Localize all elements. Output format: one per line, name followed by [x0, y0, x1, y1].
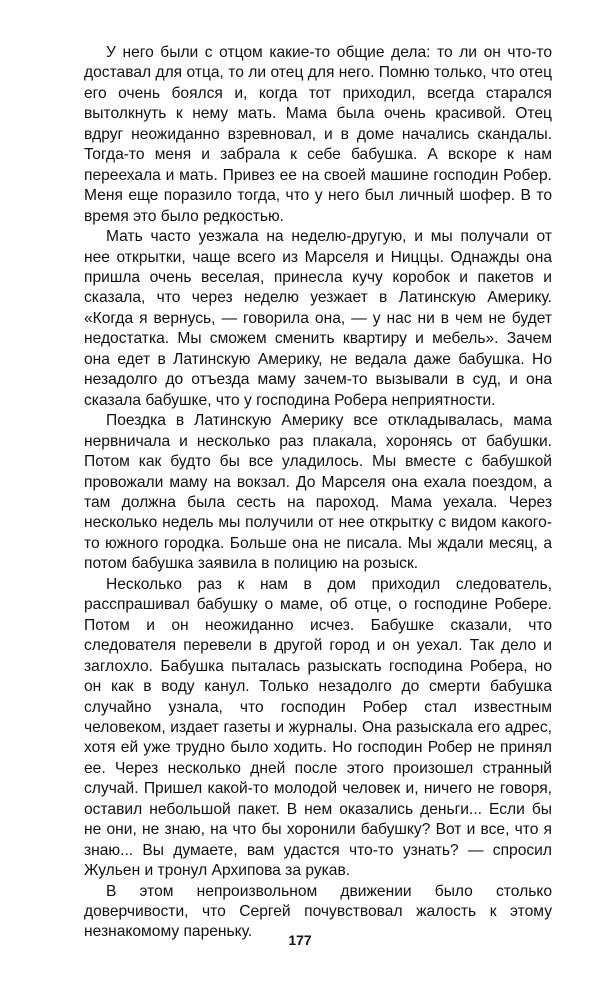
- paragraph-5: В этом непроизвольном движении было столько доверчивости, что Сергей почувствовал жалость к этому незнакомому пареньку.: [84, 882, 552, 941]
- paragraph-3: Поездка в Латинскую Америку все откладывалась, мама нервничала и несколько раз плакала, хоронясь от бабушки. Потом как будто бы все уладилось. Мы вместе с бабушкой провожали маму на вокзал. До Марселя она ехала поездом, а там должна была сесть на пароход. Мама уехала. Через несколько недель мы получили от нее открытку с видом какого-то южного городка. Больше она не писала. Мы ждали месяц, а потом бабушка заявила в полицию на розыск.: [84, 412, 552, 573]
- body-text: [84, 43, 552, 943]
- paragraph-1: У него были с отцом какие-то общие дела: то ли он что-то доставал для отца, то ли отец для него. Помню только, что отец его очень боялся и, когда тот приходил, всегда старался вытолкнуть к нему мать. Мама была очень красивой. Отец вдруг неожиданно взревновал, и в доме начались скандалы. Тогда-то меня и забрала к себе бабушка. А вскоре к нам переехала и мать. Привез ее на своей машине господин Робер. Меня еще поразило тогда, что у него был личный шофер. В то время это было редкостью.: [84, 44, 552, 225]
- page-number: 177: [288, 932, 312, 948]
- paragraph-4: Несколько раз к нам в дом приходил следователь, расспрашивал бабушку о маме, об отце, о господине Робере. Потом и он неожиданно исчез. Бабушке сказали, что следователя перевели в другой город и он уехал. Так дело и заглохло. Бабушка пыталась разыскать господина Робера, но он как в воду канул. Только незадолго до смерти бабушка случайно узнала, что господин Робер стал известным человеком, издает газеты и журналы. Она разыскала его адрес, хотя ей уже трудно было ходить. Но господин Робер не принял ее. Через несколько дней после этого произошел странный случай. Пришел какой-то молодой человек и, ничего не говоря, оставил небольшой пакет. В нем оказались деньги... Если бы не они, не знаю, на что бы хоронили бабушку? Вот и все, что я знаю... Вы думаете, вам удастся что-то узнать? — спросил Жульен и тронул Архипова за рукав.: [84, 575, 552, 880]
- paragraph-2: Мать часто уезжала на неделю-другую, и мы получали от нее открытки, чаще всего из Марселя и Ниццы. Однажды она пришла очень веселая, принесла кучу коробок и пакетов и сказала, что через неделю уезжает в Латинскую Америку. «Когда я вернусь, — говорила она, — у нас ни в чем не будет недостатка. Мы сможем сменить квартиру и мебель». Зачем она едет в Латинскую Америку, не ведала даже бабушка. Но незадолго до отъезда маму зачем-то вызывали в суд, и она сказала бабушке, что у господина Робера неприятности.: [84, 228, 552, 409]
